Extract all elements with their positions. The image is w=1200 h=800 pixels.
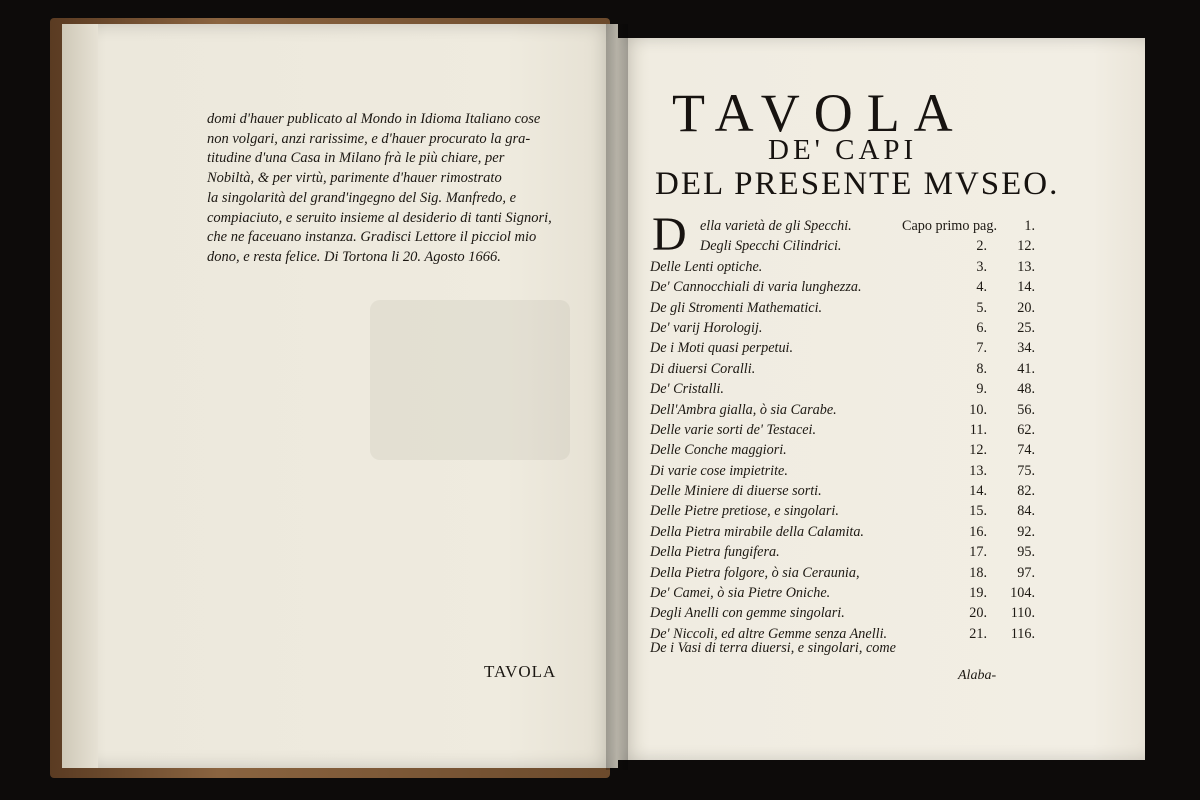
preface-line: che ne faceuano instanza. Gradisci Lettore il picciol mio: [207, 229, 537, 246]
page-subtitle-2: DEL PRESENTE MVSEO.: [655, 166, 1060, 202]
toc-row: [650, 238, 1042, 258]
toc-title: Delle Conche maggiori.: [650, 442, 787, 459]
toc-title: Di diuersi Coralli.: [650, 360, 756, 377]
toc-row: [650, 463, 1042, 483]
drop-cap: D: [652, 208, 687, 261]
toc-capo: 19.: [969, 585, 987, 602]
toc-title: De i Moti quasi perpetui.: [650, 340, 794, 357]
preface-line: dono, e resta felice. Di Tortona li 20. Agosto 1666.: [207, 248, 501, 265]
toc-row: [650, 340, 1042, 360]
toc-page-number: 84.: [1017, 503, 1035, 520]
toc-row: [650, 381, 1042, 401]
toc-title: Dell'Ambra gialla, ò sia Carabe.: [650, 401, 837, 418]
toc-page-number: 1.: [1024, 218, 1035, 234]
toc-capo: 18.: [969, 564, 987, 581]
preface-text: [207, 110, 592, 268]
toc-title: De' Camei, ò sia Pietre Oniche.: [650, 585, 831, 602]
toc-title: Della Pietra folgore, ò sia Ceraunia,: [650, 564, 860, 581]
toc-capo: 6.: [976, 319, 987, 336]
toc-row: [650, 422, 1042, 442]
toc-capo: 13.: [969, 462, 987, 479]
preface-line: titudine d'una Casa in Milano frà le più chiare, per: [207, 150, 505, 167]
toc-capo: 3.: [976, 258, 987, 275]
toc-row: [650, 524, 1042, 544]
toc-row: [650, 218, 1042, 238]
toc-title: Degli Anelli con gemme singolari.: [650, 605, 845, 622]
preface-line: la singolarità del grand'ingegno del Sig. Manfredo, e: [207, 189, 517, 206]
preface-line: domi d'hauer publicato al Mondo in Idioma Italiano cose: [207, 111, 541, 127]
toc-row: [650, 483, 1042, 503]
toc-title: Delle Pietre pretiose, e singolari.: [650, 503, 839, 520]
toc-page-number: 74.: [1017, 442, 1035, 459]
catchword-left: TAVOLA: [484, 662, 557, 681]
toc-capo: 14.: [969, 483, 987, 500]
page-subtitle: DE' CAPI: [768, 134, 918, 166]
toc-page-number: 48.: [1017, 381, 1035, 398]
toc-row: [650, 585, 1042, 605]
toc-row: [650, 279, 1042, 299]
toc-capo: 17.: [969, 544, 987, 561]
toc-title: De' Cristalli.: [650, 381, 724, 398]
toc-page-number: 82.: [1017, 483, 1035, 500]
preface-line: compiaciuto, e seruito insieme al desiderio di tanti Signori,: [207, 209, 552, 226]
toc-page-number: 116.: [1010, 625, 1035, 642]
toc-page-number: 14.: [1017, 279, 1035, 296]
toc-capo: 15.: [969, 503, 987, 520]
toc-capo: 9.: [976, 381, 987, 398]
toc-page-number: 20.: [1017, 299, 1035, 316]
toc-page-number: 75.: [1017, 462, 1035, 479]
toc-title: De gli Stromenti Mathematici.: [650, 299, 823, 316]
toc-row: [650, 442, 1042, 462]
toc-title: De' Niccoli, ed altre Gemme senza Anelli.: [650, 625, 888, 642]
toc-page-number: 110.: [1010, 605, 1035, 622]
toc-title: ella varietà de gli Specchi.: [700, 218, 852, 234]
page-title: TAVOLA: [672, 83, 967, 143]
catchword-right: Alaba-: [958, 668, 997, 683]
toc-page-number: 13.: [1017, 258, 1035, 275]
toc-row: [650, 402, 1042, 422]
toc-title: Delle varie sorti de' Testacei.: [650, 421, 817, 438]
toc-page-number: 41.: [1017, 360, 1035, 377]
table-of-contents: [650, 218, 1042, 646]
toc-capo: 12.: [969, 442, 987, 459]
toc-title: Delle Miniere di diuerse sorti.: [650, 483, 822, 500]
toc-title: De' Cannocchiali di varia lunghezza.: [650, 279, 862, 296]
show-through-ghost: [370, 300, 570, 460]
toc-row: [650, 300, 1042, 320]
preface-line: non volgari, anzi rarissime, e d'hauer procurato la gra-: [207, 130, 531, 147]
toc-page-number: 104.: [1010, 585, 1035, 602]
left-page-edge: [62, 24, 98, 768]
toc-title: Degli Specchi Cilindrici.: [700, 238, 842, 255]
toc-title: Della Pietra mirabile della Calamita.: [650, 523, 864, 540]
toc-capo: Capo primo pag.: [902, 218, 997, 234]
toc-capo: 10.: [969, 401, 987, 418]
toc-capo: 7.: [976, 340, 987, 357]
toc-title: Delle Lenti optiche.: [650, 258, 763, 275]
toc-page-number: 97.: [1017, 564, 1035, 581]
toc-title: Della Pietra fungifera.: [650, 544, 780, 561]
toc-page-number: 12.: [1017, 238, 1035, 255]
toc-row: [650, 361, 1042, 381]
toc-page-number: 62.: [1017, 421, 1035, 438]
toc-last-line: De i Vasi di terra diuersi, e singolari, come: [650, 640, 896, 656]
toc-page-number: 95.: [1017, 544, 1035, 561]
toc-capo: 11.: [969, 421, 987, 438]
toc-capo: 21.: [969, 625, 987, 642]
book-gutter: [606, 24, 628, 770]
toc-page-number: 34.: [1017, 340, 1035, 357]
toc-capo: 8.: [976, 360, 987, 377]
toc-row: [650, 503, 1042, 523]
toc-row: [650, 320, 1042, 340]
toc-capo: 5.: [976, 299, 987, 316]
preface-line: Nobiltà, & per virtù, parimente d'hauer rimostrato: [207, 170, 502, 187]
toc-title: Di varie cose impietrite.: [650, 462, 788, 479]
toc-capo: 2.: [976, 238, 987, 255]
toc-page-number: 92.: [1017, 523, 1035, 540]
toc-title: De' varij Horologij.: [650, 319, 763, 336]
toc-page-number: 56.: [1017, 401, 1035, 418]
toc-capo: 16.: [969, 523, 987, 540]
toc-row: [650, 544, 1042, 564]
toc-capo: 20.: [969, 605, 987, 622]
toc-row: [650, 605, 1042, 625]
toc-row: [650, 259, 1042, 279]
toc-page-number: 25.: [1017, 319, 1035, 336]
toc-capo: 4.: [976, 279, 987, 296]
toc-row: [650, 565, 1042, 585]
